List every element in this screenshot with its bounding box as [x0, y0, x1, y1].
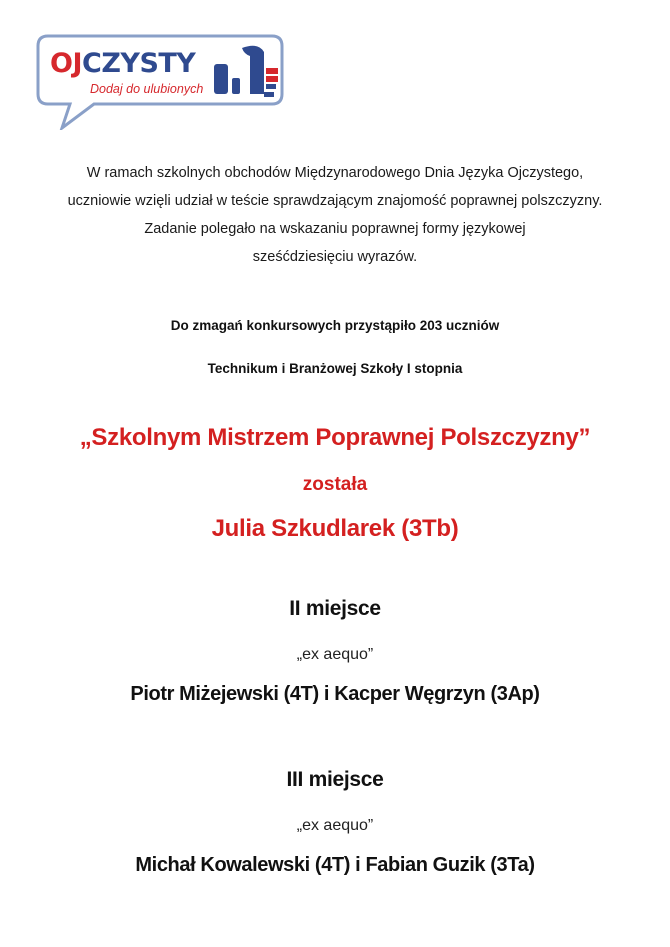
participants-line-1-wrap	[0, 318, 670, 333]
intro-line-2: uczniowie wzięli udział w teście sprawdzającym znajomość poprawnej polszczyzny.	[67, 193, 603, 209]
logo-brand	[50, 48, 195, 80]
third-place-names: Michał Kowalewski (4T) i Fabian Guzik (3Ta)	[135, 854, 535, 876]
third-place-heading: III miejsce	[286, 768, 384, 791]
second-place-note: „ex aequo”	[296, 646, 374, 663]
intro-paragraph	[0, 159, 670, 271]
intro-line-3: Zadanie polegało na wskazaniu poprawnej formy językowej	[144, 221, 526, 237]
winner-title: „Szkolnym Mistrzem Poprawnej Polszczyzny”	[79, 424, 591, 451]
third-place-note: „ex aequo”	[296, 817, 374, 834]
winner-name: Julia Szkudlarek (3Tb)	[211, 515, 459, 542]
second-place-heading: II miejsce	[289, 597, 381, 620]
participants-line-2: Technikum i Branżowej Szkoły I stopnia	[207, 361, 463, 376]
logo-brand-oj: OJ	[50, 48, 82, 79]
ojczysty-logo	[36, 34, 286, 130]
logo-tagline: Dodaj do ulubionych	[90, 82, 204, 96]
intro-line-1: W ramach szkolnych obchodów Międzynarodowego Dnia Języka Ojczystego,	[86, 165, 584, 181]
logo-brand-czysty: CZYSTY	[82, 48, 196, 79]
participants-line-2-wrap	[0, 361, 670, 376]
winner-verb: została	[302, 474, 368, 495]
second-place-names: Piotr Miżejewski (4T) i Kacper Węgrzyn (3Ap)	[130, 683, 540, 705]
participants-line-1: Do zmagań konkursowych przystąpiło 203 uczniów	[170, 318, 500, 333]
intro-line-4: sześćdziesięciu wyrazów.	[252, 249, 418, 265]
